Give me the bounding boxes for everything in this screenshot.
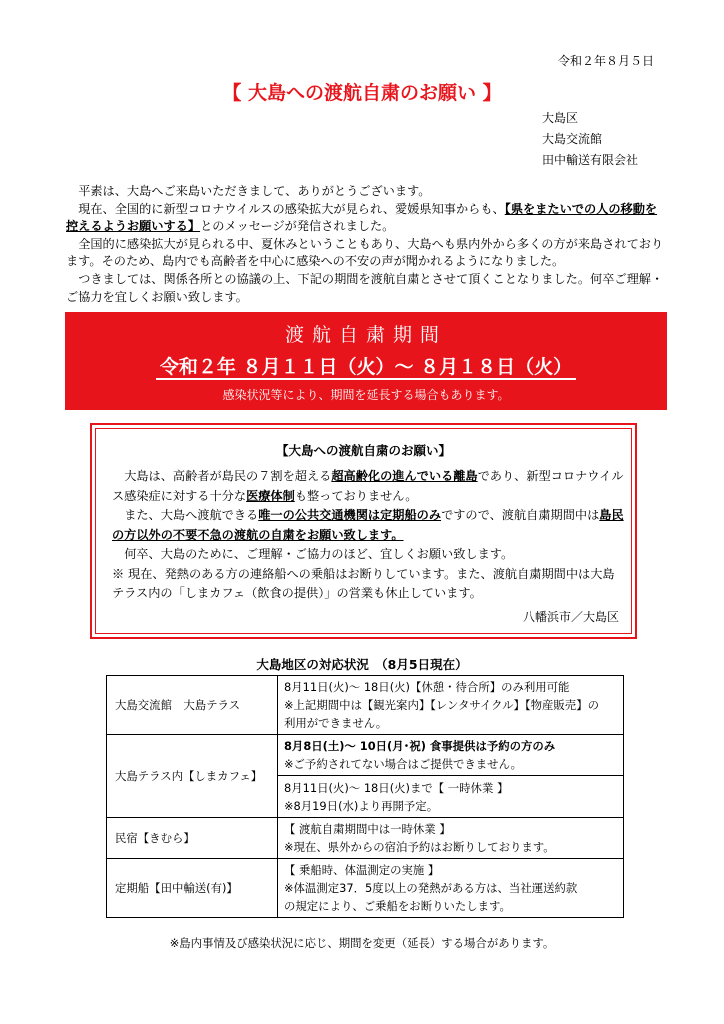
request-text-span: また、大島へ渡航できる (124, 508, 259, 522)
table-row (107, 735, 624, 818)
request-box-inner (95, 428, 632, 634)
body-paragraph: 全国的に感染拡大が見られる中、夏休みということもあり、大島へも県内外から多くの方が来島されております。そのため、島内でも高齢者を中心に感染への不安の声が聞かれるようになりました。 (66, 236, 664, 269)
status-line: 【 乗船時、体温測定の実施 】 (284, 863, 440, 877)
governor-message-emphasis: 【県をまたいでの人の移動を控えるようお願いする】 (66, 201, 658, 234)
body-paragraph (66, 201, 668, 236)
status-subsection (278, 775, 623, 815)
request-underline: 超高齢化の進んでいる離島 (331, 469, 478, 483)
facility-label: 大島テラス内【しまカフェ】 (107, 735, 278, 818)
request-paragraph (112, 506, 624, 545)
restraint-period-banner (65, 312, 667, 410)
status-line: ※上記期間中は【観光案内】【レンタサイクル】【物産販売】の (284, 698, 599, 712)
table-row (107, 818, 624, 859)
request-paragraph (112, 467, 624, 506)
request-text-span: であり、新型コロナウイルス感染症に対する十分な (112, 469, 624, 503)
status-line: 8月11日(火)～ 18日(火)まで【 一時休業 】 (284, 781, 509, 795)
status-line: ※体温測定37．5度以上の発熱がある方は、当社運送約款 (284, 881, 578, 895)
request-text-span: 大島は、高齢者が島民の７割を超える (124, 469, 332, 483)
document-date: 令和２年８月５日 (557, 54, 654, 68)
sender-name: 大島区 (542, 111, 579, 125)
request-text-span: も整っておりません。 (294, 488, 418, 503)
period-title: 渡航自粛期間 (284, 324, 447, 346)
facility-status (278, 859, 624, 918)
status-line: ※ご予約されてない場合はご提供できません。 (284, 757, 523, 771)
status-line: 8月8日(土)～ 10日(月･祝) 食事提供は予約の方のみ (284, 739, 556, 753)
request-signature: 八幡浜市／大島区 (522, 610, 619, 624)
sender-name: 大島交流館 (542, 132, 603, 146)
body-paragraph: つきましては、関係各所との協議の上、下記の期間を渡航自粛とさせて頂くことなりました。何卒ご理解・ご協力を宜しくお願い致します。 (66, 271, 664, 304)
request-text-span: ですので、渡航自粛期間中は (441, 508, 600, 522)
facility-label: 民宿【きむら】 (107, 818, 278, 859)
status-line: の規定により、ご乗船をお断りいたします。 (284, 899, 511, 913)
status-line: 利用ができません。 (284, 716, 388, 730)
status-line: ※現在、県外からの宿泊予約はお断りしております。 (284, 840, 555, 854)
body-text-span: 現在、全国的に新型コロナウイルスの感染拡大が見られ、愛媛県知事からも、 (78, 201, 505, 216)
facility-status (278, 818, 624, 859)
senders-block (542, 108, 638, 171)
facility-label: 定期船【田中輸送(有)】 (107, 859, 278, 918)
status-line: ※8月19日(水)より再開予定。 (284, 799, 439, 813)
body-text (66, 183, 668, 306)
facility-status (278, 676, 624, 735)
period-note: 感染状況等により、期間を延長する場合もあります。 (222, 388, 510, 402)
status-table-title: 大島地区の対応状況 （8月5日現在） (256, 657, 468, 672)
status-line: 8月11日(火)～ 18日(火)【休憩・待合所】のみ利用可能 (284, 680, 570, 694)
body-text-span: とのメッセージが発信されました。 (200, 219, 395, 234)
facility-label: 大島交流館 大島テラス (107, 676, 278, 735)
request-underline: 唯一の公共交通機関は定期船のみ (258, 508, 442, 522)
status-table (106, 675, 624, 918)
period-dates (65, 352, 667, 379)
request-underline: 島民の方以外の不要不急の渡航の自粛をお願い致します。 (112, 508, 624, 542)
request-paragraph: 何卒、大島のために、ご理解・ご協力のほど、宜しくお願い致します。 (124, 547, 514, 561)
facility-status (278, 735, 624, 818)
request-paragraph: ※ 現在、発熱のある方の連絡船への乗船はお断りしています。また、渡航自粛期間中は大島テラス内の「しまカフェ（飲食の提供）」の営業も休止しています。 (112, 566, 615, 600)
request-text (112, 467, 624, 604)
document-title: 【 大島への渡航自粛のお願い 】 (222, 82, 502, 104)
request-title: 【大島への渡航自粛のお願い】 (275, 443, 451, 458)
sender-name: 田中輸送有限会社 (542, 153, 639, 167)
table-row (107, 676, 624, 735)
request-underline: 医療体制 (246, 488, 295, 503)
body-paragraph: 平素は、大島へご来島いただきまして、ありがとうございます。 (78, 184, 431, 198)
request-box (90, 423, 637, 639)
table-row (107, 859, 624, 918)
status-line: 【 渡航自粛期間中は一時休業 】 (284, 822, 451, 836)
period-dates-text: 令和２年 ８月１１日（火）～ ８月１８日（火） (156, 356, 576, 380)
footnote: ※島内事情及び感染状況に応じ、期間を変更（延長）する場合があります。 (169, 936, 555, 950)
